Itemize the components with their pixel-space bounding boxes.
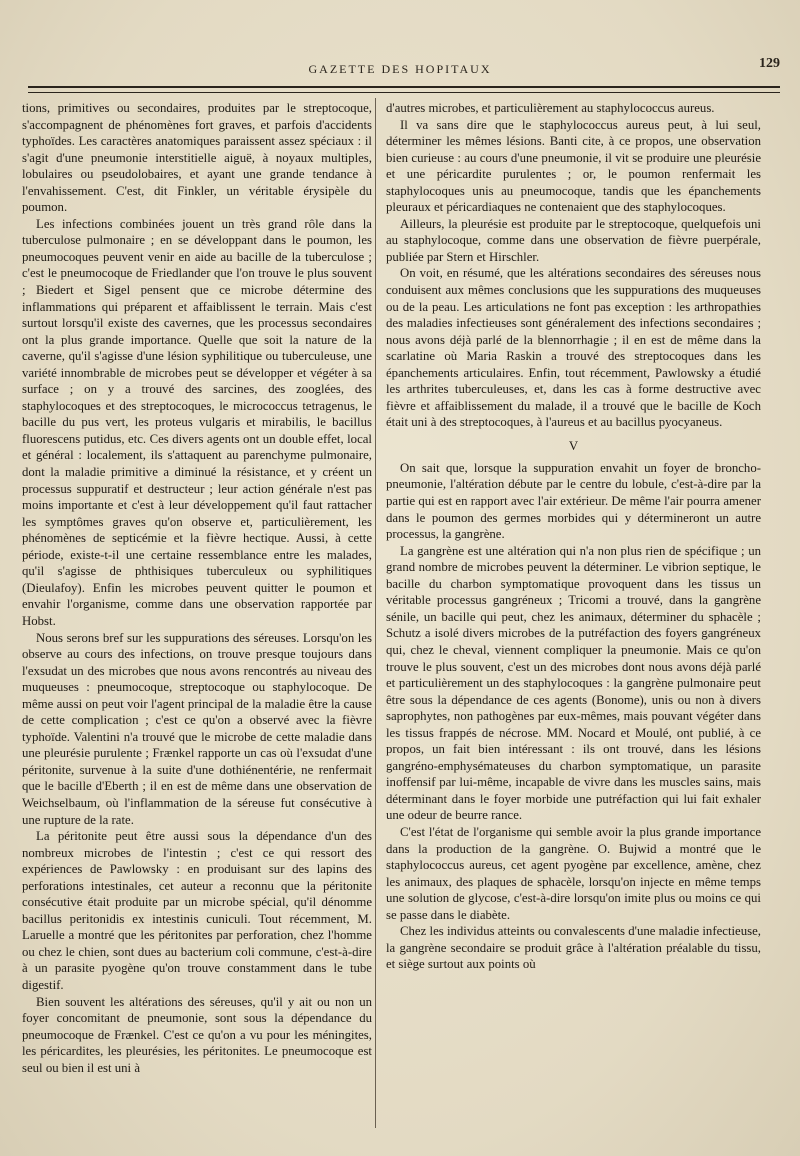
paragraph: On sait que, lorsque la suppuration envahit un foyer de broncho-pneumonie, l'altération débute par le centre du lobule, c'est-à-dire par la partie qui est en rapport avec l'air extérieur. De même l'air pourra amener dans le poumon des germes morbides qui y détermineront un autre processus, la gangrène.	[386, 460, 761, 542]
paragraph: Nous serons bref sur les suppurations des séreuses. Lorsqu'on les observe au cours des infections, on trouve presque toujours dans l'exsudat un des microbes que nous avons rencontrés au niveau des muqueuses : pneumocoque, streptocoque ou staphylocoque. De même aussi on peut voir l'agent principal de la maladie être la cause de cette complication ; c'est ce qu'on a observé avec la fièvre typhoïde. Valentini n'a trouvé que le microbe de cette maladie dans une pleurésie purulente ; Frænkel rapporte un cas où l'exsudat d'une péritonite, survenue à la suite d'une dothiénentérie, ne renfermait que le bacille d'Eberth ; il en est de même dans une observation de Weichselbaum, où l'inflammation de la séreuse fut consécutive à une rupture de la rate.	[22, 630, 372, 827]
paragraph: La péritonite peut être aussi sous la dépendance d'un des nombreux microbes de l'intestin ; c'est ce qui ressort des expériences de Pawlowsky : en produisant sur des lapins des perforations intestinales, cet auteur a reconnu que la péritonite consécutive était produite par un microbe spécial, qu'il dénomme bacillus peritonidis ex intestinis cuniculi. Tout récemment, M. Laruelle a montré que les péritonites par perforation, chez l'homme ou chez le chien, sont dues au bacterium coli commune, c'est-à-dire à un parasite pyogène qu'on trouve constamment dans le tube digestif.	[22, 829, 372, 992]
left-column	[22, 100, 372, 1076]
paragraph: Ailleurs, la pleurésie est produite par le streptocoque, quelquefois uni au staphylocoque, comme dans une observation de fièvre puerpérale, publiée par Stern et Hirschler.	[386, 216, 761, 264]
page-number: 129	[759, 56, 780, 71]
paragraph: La gangrène est une altération qui n'a non plus rien de spécifique ; un grand nombre de microbes peuvent la déterminer. Le vibrion septique, le bacille du charbon symptomatique provoquent dans les tissus un véritable processus gangréneux ; Tricomi a trouvé, dans la gangrène sénile, un bacille qui peut, chez les animaux, déterminer du sphacèle ; Schutz a isolé divers microbes de la putréfaction des foyers gangréneux qui, chez le cheval, viennent compliquer la pneumonie. Mais ce qu'on trouve le plus souvent, c'est un des microbes dont nous avons déjà parlé et particulièrement un des staphylocoques : la gangrène pulmonaire peut être sous la dépendance de ces agents (Bonome), unis ou non à divers saprophytes, non pathogènes par eux-mêmes, mais pouvant végéter dans les tissus frappés de nécrose. MM. Nocard et Moulé, ont publié, à ce propos, un fait bien intéressant : ils ont trouvé, dans les lésions gangréno-emphysémateuses du charbon symptomatique, un parasite inoffensif par lui-même, incapable de vivre dans les muscles sains, mais déterminant dans le foyer morbide une putréfaction qui lui fait exhaler une odeur de beurre rance.	[386, 543, 761, 823]
paragraph: Les infections combinées jouent un très grand rôle dans la tuberculose pulmonaire ; en se développant dans le poumon, les pneumocoques peuvent venir en aide au bacille de la tuberculose ; c'est le pneumocoque de Friedlander que l'on trouve le plus souvent ; Biedert et Sigel pensent que ce microbe détermine des inflammations qui préparent et affaiblissent le terrain. Mais c'est surtout lorsqu'il existe des cavernes, que les processus secondaires ont la plus grande importance. Quelle que soit la nature de la caverne, qu'il s'agisse d'une lésion syphilitique ou tuberculeuse, une variété innombrable de microbes peut se développer et végéter à sa surface ; on y a trouvé des sarcines, des zooglées, des staphylocoques et des streptocoques, le micrococcus tetragenus, le bacille du pus vert, les proteus vulgaris et mirabilis, le bacillus fluorescens putidus, etc. Ces divers agents ont un double effet, local et général : localement, ils s'attaquent au parenchyme pulmonaire, dont la maladie primitive a diminué la résistance, et y créent un processus suppuratif et destructeur ; leur action générale n'est pas moins importante et c'est à leur développement qu'il faut rattacher les symptômes graves qu'on observe et, particulièrement, les phénomènes de septicémie et la fièvre hectique. Aussi, à cette période, existe-t-il une certaine ressemblance entre les malades, qu'il s'agisse de phthisiques tuberculeux ou syphilitiques (Dieulafoy). Enfin les microbes peuvent quitter le poumon et envahir l'organisme, comme dans une observation rapportée par Hobst.	[22, 216, 372, 628]
paragraph: d'autres microbes, et particulièrement au staphylococcus aureus.	[386, 101, 715, 115]
header-rule-top	[28, 86, 780, 88]
paragraph: C'est l'état de l'organisme qui semble avoir la plus grande importance dans la production de la gangrène. O. Bujwid a montré que le staphylococcus aureus, cet agent pyogène par excellence, amène, chez les animaux, des plaques de sphacèle, lorsqu'on injecte en même temps une solution de glycose, c'est-à-dire lorsqu'on imite plus ou moins ce qui se passe dans le diabète.	[386, 824, 761, 922]
right-column	[386, 100, 761, 973]
paragraph: Bien souvent les altérations des séreuses, qu'il y ait ou non un foyer concomitant de pneumonie, sont sous la dépendance du pneumocoque de Frænkel. C'est ce qu'on a vu pour les méningites, les péricardites, les pleurésies, les péritonites. Le pneumocoque est seul ou bien il est uni à	[22, 994, 372, 1075]
column-divider	[375, 98, 376, 1128]
section-heading: V	[568, 438, 579, 453]
paragraph: On voit, en résumé, que les altérations secondaires des séreuses nous conduisent aux mêmes conclusions que les suppurations des muqueuses ou de la peau. Les articulations ne font pas exception : les arthropathies des maladies infectieuses sont généralement des infections secondaires ; nous avons déjà parlé de la blennorrhagie ; il en est de même dans la scarlatine où Maria Raskin a trouvé des streptocoques dans les épanchements articulaires. Enfin, tout récemment, Pawlowsky a étudié les arthrites tuberculeuses, et, dans les cas à forme destructive avec fièvre et affaiblissement du malade, il a trouvé que le bacille de Koch était uni à des streptocoques, à l'aureus et au bacillus pyocyaneus.	[386, 266, 761, 430]
paragraph: Chez les individus atteints ou convalescents d'une maladie infectieuse, la gangrène secondaire se produit grâce à l'altération préalable du tissu, et siège surtout aux points où	[386, 924, 761, 972]
journal-title: GAZETTE DES HOPITAUX	[308, 62, 492, 76]
paragraph: tions, primitives ou secondaires, produites par le streptocoque, s'accompagnent de phénomènes fort graves, et parfois d'accidents typhoïdes. Les caractères anatomiques paraissent assez spéciaux : il s'agit d'une pneumonie interstitielle aiguë, à noyaux multiples, lobulaires ou pseudolobaires, et ayant une grande tendance à l'envahissement. C'est, dit Finkler, un véritable érysipèle du poumon.	[22, 101, 372, 215]
paragraph: Il va sans dire que le staphylococcus aureus peut, à lui seul, déterminer les mêmes lésions. Banti cite, à ce propos, une observation bien curieuse : au cours d'une pneumonie, il vit se produire une pleurésie et une péricardite purulentes ; or, le poumon renfermait les staphylocoques unis au pneumocoque, tandis que les épanchements pleuraux et péricardiaques ne contenaient que des staphylocoques.	[386, 117, 761, 215]
header-rule-bottom	[28, 92, 780, 93]
